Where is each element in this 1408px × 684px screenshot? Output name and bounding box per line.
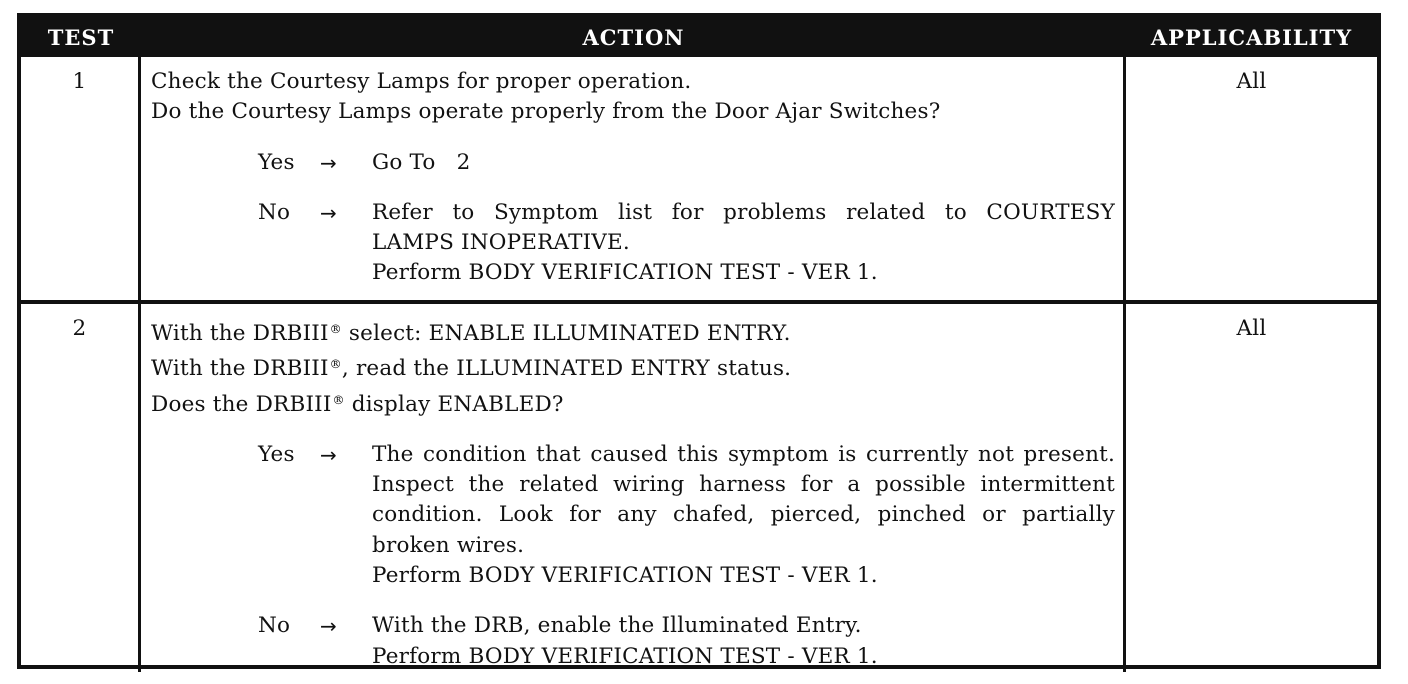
answer-line: With the DRB, enable the Illuminated Entry. — [372, 613, 862, 639]
arrow-right-icon: → — [320, 614, 337, 639]
answer-line: broken wires. — [372, 532, 525, 558]
registered-mark: ® — [332, 392, 345, 407]
question-text: Does the DRBIII — [151, 391, 332, 417]
answer-line: Perform BODY VERIFICATION TEST - VER 1. — [372, 643, 878, 669]
answer-label: Yes — [258, 149, 295, 175]
question-line — [151, 349, 1115, 384]
arrow-right-icon: → — [320, 442, 337, 467]
answer-no — [258, 198, 1115, 289]
answer-line: Perform BODY VERIFICATION TEST - VER 1. — [372, 563, 878, 589]
answer-line: Go To 2 — [372, 149, 471, 175]
answer-line: Inspect the related wiring harness for a possible intermittent — [372, 472, 1115, 498]
answer-text — [372, 611, 1115, 672]
registered-mark: ® — [329, 322, 342, 336]
question-text: display ENABLED? — [344, 391, 564, 417]
answer-text — [372, 440, 1115, 591]
answer-label: No — [258, 199, 291, 225]
question-line — [151, 385, 1115, 420]
question-text: With the DRBIII — [151, 321, 329, 346]
answer-label: Yes — [258, 441, 295, 467]
answer-yes — [258, 440, 1115, 591]
arrow-right-icon: → — [320, 150, 337, 175]
arrow-right-icon: → — [320, 200, 337, 225]
answer-line: condition. Look for any chafed, pierced, pinched or partially — [372, 502, 1115, 528]
answer-line: LAMPS INOPERATIVE. — [372, 230, 630, 256]
registered-mark: ® — [329, 357, 342, 372]
question-line — [151, 314, 1115, 349]
header-applicability: APPLICABILITY — [1126, 17, 1377, 57]
question-text: select: ENABLE ILLUMINATED ENTRY. — [341, 321, 791, 346]
test-number: 1 — [21, 57, 141, 300]
header-action: ACTION — [141, 17, 1126, 57]
answer-line: The condition that caused this symptom is currently not present. — [372, 441, 1115, 467]
question-line: Do the Courtesy Lamps operate properly from the Door Ajar Switches? — [151, 99, 941, 125]
answer-no — [258, 611, 1115, 672]
question-text: , read the ILLUMINATED ENTRY status. — [341, 356, 792, 382]
answer-label: No — [258, 613, 291, 639]
header-test: TEST — [21, 17, 141, 57]
diagnostic-test-table — [17, 13, 1381, 669]
action-cell — [141, 57, 1126, 300]
question-text: With the DRBIII — [151, 356, 329, 382]
answer-line: Perform BODY VERIFICATION TEST - VER 1. — [372, 260, 878, 286]
question-line: Check the Courtesy Lamps for proper operation. — [151, 69, 692, 94]
answer-line: Refer to Symptom list for problems related to COURTESY — [372, 199, 1115, 225]
applicability-value: All — [1126, 300, 1377, 672]
action-cell — [141, 300, 1126, 672]
answer-yes — [258, 148, 1115, 178]
applicability-value: All — [1236, 69, 1267, 94]
answer-text — [372, 198, 1115, 289]
answer-text — [372, 148, 1115, 178]
test-number: 2 — [21, 300, 141, 672]
